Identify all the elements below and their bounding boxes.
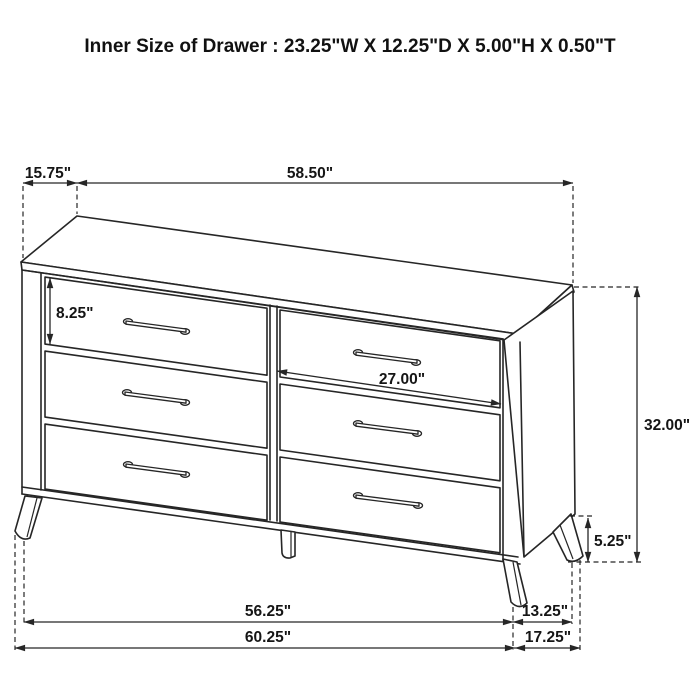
front-center-leg — [281, 530, 295, 558]
dim-label-drawer-width: 27.00" — [378, 371, 426, 388]
dim-label-leg-height: 5.25" — [594, 533, 632, 550]
dim-label-overall-depth: 17.25" — [524, 629, 572, 646]
dim-label-front-width: 56.25" — [244, 603, 292, 620]
dim-label-top-width: 58.50" — [286, 165, 334, 182]
dim-label-overall-height: 32.00" — [644, 417, 691, 434]
front-right-leg — [503, 559, 527, 607]
dim-label-overall-width: 60.25" — [244, 629, 292, 646]
diagram-title: Inner Size of Drawer : 23.25"W X 12.25"D X 5.00"H X 0.50"T — [84, 36, 616, 57]
dim-label-drawer-height: 8.25" — [56, 305, 94, 322]
dim-label-side-depth: 13.25" — [521, 603, 569, 620]
dim-label-top-depth: 15.75" — [24, 165, 72, 182]
